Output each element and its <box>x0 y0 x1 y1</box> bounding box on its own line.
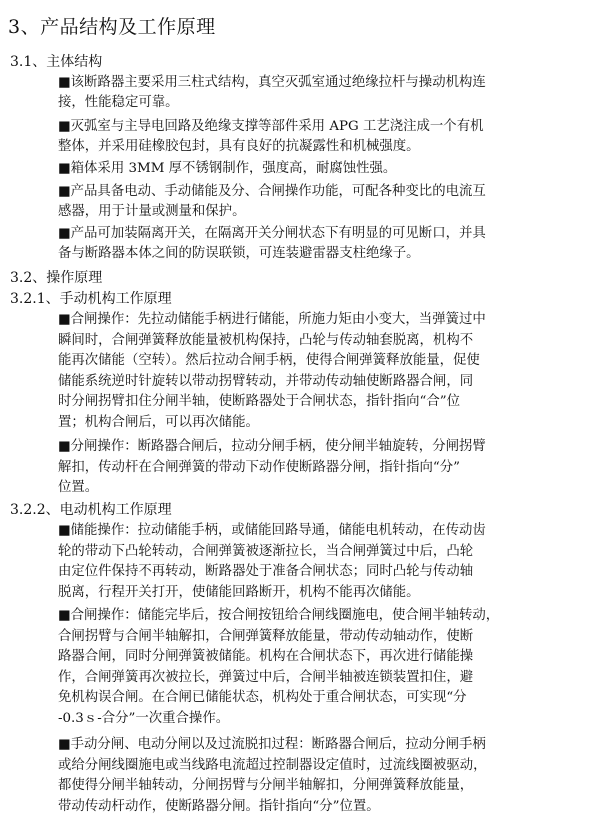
text-line: 位置。 <box>58 480 99 496</box>
text-line: 作，合闸弹簧再次被拉长，弹簧过中后，合闸半轴被连锁装置扣住，避 <box>58 669 474 685</box>
heading-3-1: 3.1、主体结构 <box>10 54 103 70</box>
text-line: ■产品可加装隔离开关，在隔离开关分闸状态下有明显的可见断口，并具 <box>58 226 486 241</box>
text-line: ■合闸操作：储能完毕后，按合闸按钮给合闸线圈施电，使合闸半轴转动， <box>58 608 500 623</box>
text-line: ■产品具备电动、手动储能及分、合闸操作功能，可配各种变比的电流互 <box>58 184 486 199</box>
text-line: 时分闸拐臂扣住分闸半轴，使断路器处于合闸状态，指针指向“合”位 <box>58 394 461 410</box>
s321-paragraph-2 <box>58 437 486 499</box>
section-title: 3、产品结构及工作原理 <box>8 16 216 38</box>
text-line: -0.3ｓ-合分”一次重合操作。 <box>58 710 230 726</box>
text-line: 感器，用于计量或测量和保护。 <box>58 204 246 219</box>
text-line: 备与断路器本体之间的防误联锁，可连装避雷器支柱绝缘子。 <box>58 246 420 261</box>
text-line: 免机构误合闸。在合闸已储能状态，机构处于重合闸状态，可实现“分 <box>58 690 467 706</box>
text-line: 或给分闸线圈施电或当线路电流超过控制器设定值时，过流线圈被驱动， <box>58 757 487 773</box>
text-line: 脱离，行程开关打开，使储能回路断开，机构不能再次储能。 <box>58 584 420 600</box>
text-line: ■储能操作：拉动储能手柄，或储能回路导通，储能电机转动，在传动齿 <box>58 523 486 538</box>
text-line: 能再次储能（空转）。然后拉动合闸手柄，使得合闸弹簧释放能量，促使 <box>58 353 480 369</box>
text-line: 整体，并采用硅橡胶包封，具有良好的抗凝露性和机械强度。 <box>58 139 420 154</box>
text-line: 解扣，传动杆在合闸弹簧的带动下动作使断路器分闸，指针指向“分” <box>58 459 461 475</box>
text-line: 合闸拐臂与合闸半轴解扣，合闸弹簧释放能量，带动传动轴动作，使断 <box>58 628 474 644</box>
s321-paragraph-1 <box>58 310 486 434</box>
text-line: 轮的带动下凸轮转动，合闸弹簧被逐渐拉长，当合闸弹簧过中后，凸轮 <box>58 543 474 559</box>
s322-paragraph-2 <box>58 606 499 730</box>
text-line: ■手动分闸、电动分闸以及过流脱扣过程：断路器合闸后，拉动分闸手柄 <box>58 737 486 752</box>
text-line: ■灭弧室与主导电回路及绝缘支撑等部件采用 APG 工艺浇注成一个有机 <box>58 119 484 134</box>
text-line: 储能系统逆时针旋转以带动拐臂转动，并带动传动轴使断路器合闸，同 <box>58 373 474 389</box>
text-line: 带动传动杆动作，使断路器分闸。指针指向“分”位置。 <box>58 798 380 814</box>
text-line: 瞬间时，合闸弹簧释放能量被机构保持，凸轮与传动轴套脱离，机构不 <box>58 332 474 348</box>
s322-paragraph-1 <box>58 521 486 603</box>
heading-3-2-1: 3.2.1、手动机构工作原理 <box>10 291 172 307</box>
text-line: 都使得分闸半轴转动，分闸拐臂与分闸半轴解扣，分闸弹簧释放能量， <box>58 778 474 794</box>
s31-paragraph-3 <box>58 159 396 179</box>
s322-paragraph-3 <box>58 735 487 817</box>
text-line: ■该断路器主要采用三柱式结构，真空灭弧室通过绝缘拉杆与操动机构连 <box>58 75 486 90</box>
s31-paragraph-5 <box>58 224 486 264</box>
heading-3-2-2: 3.2.2、电动机构工作原理 <box>10 502 172 518</box>
text-line: 置；机构合闸后，可以再次储能。 <box>58 414 259 430</box>
text-line: ■分闸操作：断路器合闸后，拉动分闸手柄，使分闸半轴旋转，分闸拐臂 <box>58 439 486 454</box>
text-line: 路器合闸，同时分闸弹簧被储能。机构在合闸状态下，再次进行储能操 <box>58 649 474 665</box>
text-line: ■合闸操作：先拉动储能手柄进行储能，所施力矩由小变大，当弹簧过中 <box>58 312 486 327</box>
heading-3-2: 3.2、操作原理 <box>10 270 103 286</box>
text-line: 接，性能稳定可靠。 <box>58 95 179 110</box>
text-line: 由定位件保持不再转动，断路器处于准备合闸状态；同时凸轮与传动轴 <box>58 564 474 580</box>
s31-paragraph-1 <box>58 73 486 113</box>
s31-paragraph-4 <box>58 182 486 222</box>
s31-paragraph-2 <box>58 117 483 157</box>
text-line: ■箱体采用 3MM 厚不锈钢制作，强度高，耐腐蚀性强。 <box>58 161 397 176</box>
